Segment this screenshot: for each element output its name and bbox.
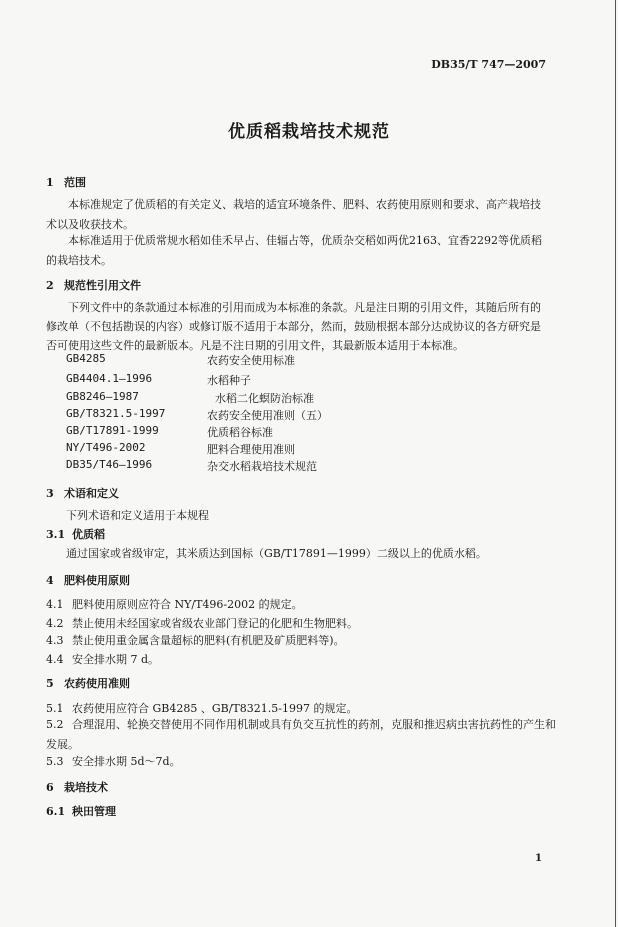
section-title: 术语和定义	[64, 487, 119, 500]
section-1-heading	[46, 174, 86, 190]
document-title: 优质稻栽培技术规范	[228, 122, 390, 142]
ref-title: 杂交水稻栽培技术规范	[207, 460, 317, 473]
ref-title: 农药安全使用准则（五）	[207, 409, 328, 422]
subsection-title: 优质稻	[72, 528, 105, 541]
section-number: 5	[46, 677, 54, 690]
section-4-heading	[46, 572, 130, 588]
section-3-heading	[46, 485, 119, 501]
ref-title: 水稻二化螟防治标准	[215, 392, 314, 405]
ref-code: GB4285	[66, 352, 106, 365]
ref-title: 水稻种子	[207, 374, 251, 387]
ref-title: 优质稻谷标准	[207, 426, 273, 439]
section-2-paragraph: 下列文件中的条款通过本标准的引用而成为本标准的条款。凡是注日期的引用文件，其随后所有的修改单（不包括勘误的内容）或修订版不适用于本部分，然而，鼓励根据本部分达成协议的各方研究是否可使用这些文件的最新版本。凡是不注日期的引用文件，其最新版本适用于本标准。	[46, 301, 541, 352]
section-1-paragraph-2: 本标准适用于优质常规水稻如佳禾早占、佳辐占等，优质杂交稻如两优2163、宜香2292等优质稻的栽培技术。	[46, 234, 542, 267]
section-title: 栽培技术	[64, 781, 108, 794]
subsection-number: 3.1	[46, 528, 66, 541]
list-item	[46, 632, 345, 648]
ref-code: GB8246—1987	[66, 390, 139, 403]
section-6-heading	[46, 779, 108, 795]
item-number: 4.2	[46, 617, 64, 630]
item-number: 5.3	[46, 755, 64, 768]
list-item	[46, 596, 303, 612]
section-number: 6	[46, 781, 54, 794]
section-title: 范围	[64, 176, 86, 189]
list-item	[46, 615, 358, 631]
ref-code: DB35/T46—1996	[66, 458, 153, 471]
subsection-6-1-heading	[46, 803, 116, 819]
ref-title: 农药安全使用标准	[207, 354, 295, 367]
subsection-title: 秧田管理	[72, 805, 116, 818]
list-item	[46, 700, 357, 716]
section-3-intro: 下列术语和定义适用于本规程	[66, 509, 209, 522]
section-title: 农药使用准则	[64, 677, 130, 690]
section-1-paragraph-1: 本标准规定了优质稻的有关定义、栽培的适宜环境条件、肥料、农药使用原则和要求、高产栽培技术以及收获技术。	[46, 198, 541, 231]
item-text: 安全排水期 5d～7d。	[72, 755, 181, 768]
section-number: 4	[46, 574, 54, 587]
section-5-heading	[46, 675, 130, 691]
standard-code: DB35/T 747—2007	[431, 58, 546, 71]
ref-code: NY/T496-2002	[66, 441, 146, 454]
ref-code: GB/T17891-1999	[66, 424, 159, 437]
item-text: 肥料使用原则应符合 NY/T496-2002 的规定。	[72, 598, 303, 611]
item-number: 5.2	[46, 718, 64, 731]
section-title: 规范性引用文件	[64, 279, 141, 292]
list-item	[46, 651, 159, 667]
item-text: 禁止使用未经国家或省级农业部门登记的化肥和生物肥料。	[72, 617, 358, 630]
page-number: 1	[535, 853, 542, 864]
section-number: 2	[46, 279, 54, 292]
item-number: 5.1	[46, 702, 64, 715]
item-number: 4.3	[46, 634, 64, 647]
item-number: 4.4	[46, 653, 64, 666]
item-number: 4.1	[46, 598, 64, 611]
definition-text: 通过国家或省级审定，其米质达到国标（GB/T17891—1999）二级以上的优质水稻。	[66, 547, 487, 560]
item-text: 农药使用应符合 GB4285 、GB/T8321.5-1997 的规定。	[72, 702, 358, 715]
subsection-number: 6.1	[46, 805, 66, 818]
item-text: 禁止使用重金属含量超标的肥料(有机肥及矿质肥料等)。	[72, 634, 345, 647]
subsection-3-1-heading	[46, 526, 105, 542]
section-2-heading	[46, 277, 141, 293]
item-text: 安全排水期 7 d。	[72, 653, 160, 666]
ref-code: GB4404.1—1996	[66, 372, 153, 385]
section-title: 肥料使用原则	[64, 574, 130, 587]
ref-title: 肥料合理使用准则	[207, 443, 295, 456]
list-item-multiline	[46, 715, 556, 755]
section-number: 1	[46, 176, 54, 189]
list-item	[46, 753, 181, 769]
item-text: 合理混用、轮换交替使用不同作用机制或具有负交互抗性的药剂，克服和推迟病虫害抗药性的产生和发展。	[46, 718, 556, 751]
section-number: 3	[46, 487, 54, 500]
ref-code: GB/T8321.5-1997	[66, 407, 166, 420]
